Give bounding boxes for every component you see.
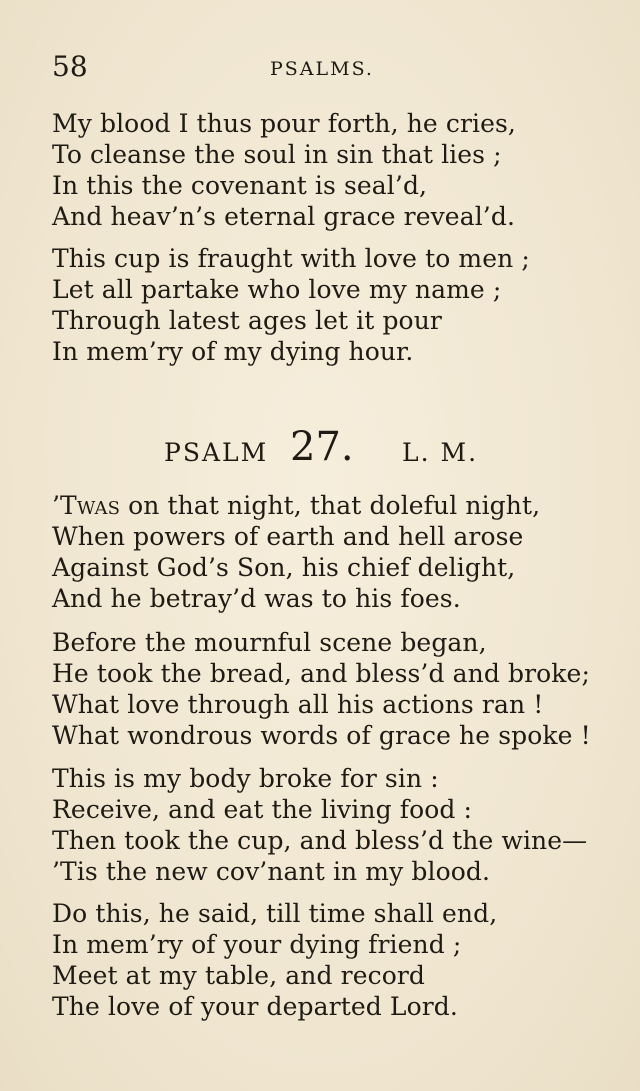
verse-line: Through latest ages let it pour bbox=[52, 306, 442, 335]
verse-line: This is my body broke for sin : bbox=[52, 764, 439, 793]
verse-line: What wondrous words of grace he spoke ! bbox=[52, 721, 591, 750]
verse-line: The love of your departed Lord. bbox=[52, 992, 458, 1021]
stanza-1 bbox=[52, 490, 612, 614]
verse-line: In this the covenant is seal’d, bbox=[52, 171, 428, 200]
psalm-number: 27. bbox=[290, 424, 354, 470]
verse-line: Receive, and eat the living food : bbox=[52, 795, 473, 824]
verse-line: In mem’ry of my dying hour. bbox=[52, 337, 414, 366]
verse-line: He took the bread, and bless’d and broke; bbox=[52, 659, 590, 688]
psalm-label: PSALM bbox=[164, 438, 269, 467]
verse-lead-word: ’Twas bbox=[52, 491, 121, 520]
stanza-top-2 bbox=[52, 243, 612, 367]
verse-line: And heav’n’s eternal grace reveal’d. bbox=[52, 202, 515, 231]
verse-line: Let all partake who love my name ; bbox=[52, 275, 502, 304]
verse-line: Before the mournful scene began, bbox=[52, 628, 487, 657]
verse-line-rest: on that night, that doleful night, bbox=[120, 491, 541, 520]
stanza-4 bbox=[52, 898, 612, 1022]
verse-line: ’Tis the new cov’nant in my blood. bbox=[52, 857, 491, 886]
verse-line: Do this, he said, till time shall end, bbox=[52, 899, 498, 928]
running-head: PSALMS. bbox=[270, 58, 374, 80]
stanza-2 bbox=[52, 627, 612, 751]
verse-line: When powers of earth and hell arose bbox=[52, 522, 524, 551]
page-number: 58 bbox=[52, 50, 88, 83]
stanza-top-1 bbox=[52, 108, 612, 232]
verse-line: What love through all his actions ran ! bbox=[52, 690, 544, 719]
psalm-heading bbox=[0, 424, 640, 478]
verse-line: And he betray’d was to his foes. bbox=[52, 584, 461, 613]
page-header bbox=[52, 50, 592, 86]
verse-line: My blood I thus pour forth, he cries, bbox=[52, 109, 516, 138]
verse-line: In mem’ry of your dying friend ; bbox=[52, 930, 462, 959]
psalm-meter: L. M. bbox=[402, 438, 479, 467]
stanza-3 bbox=[52, 763, 612, 887]
verse-line: Against God’s Son, his chief delight, bbox=[52, 553, 516, 582]
verse-line: This cup is fraught with love to men ; bbox=[52, 244, 530, 273]
verse-line-first bbox=[52, 490, 612, 521]
verse-line: To cleanse the soul in sin that lies ; bbox=[52, 140, 502, 169]
verse-line: Then took the cup, and bless’d the wine— bbox=[52, 826, 588, 855]
verse-line: Meet at my table, and record bbox=[52, 961, 426, 990]
